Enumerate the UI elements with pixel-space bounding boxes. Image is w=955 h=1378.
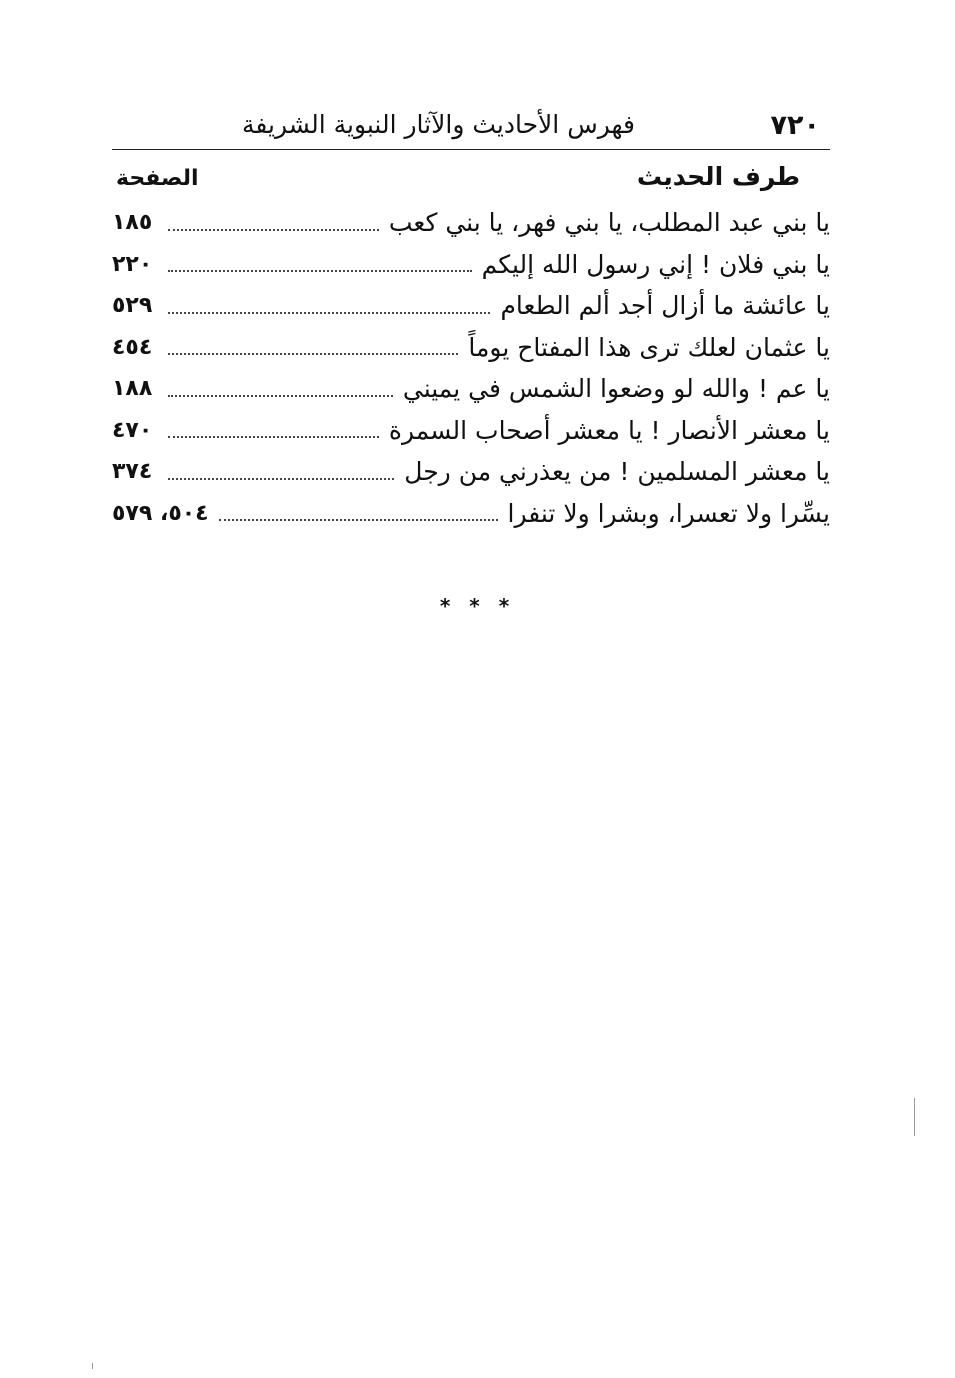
dot-leader bbox=[168, 270, 472, 272]
hadith-text: يا معشر الأنصار ! يا معشر أصحاب السمرة bbox=[388, 415, 830, 445]
hadith-text: يا بني فلان ! إني رسول الله إليكم bbox=[481, 249, 830, 279]
running-title: فهرس الأحاديث والآثار النبوية الشريفة bbox=[241, 110, 635, 139]
header-rule bbox=[112, 149, 830, 150]
page-reference: ٢٢٠ bbox=[112, 251, 153, 277]
hadith-column-heading: طرف الحديث bbox=[636, 162, 800, 191]
index-entry bbox=[112, 368, 830, 410]
hadith-text: يا بني عبد المطلب، يا بني فهر، يا بني كعب bbox=[388, 208, 830, 238]
page-column-heading: الصفحة bbox=[116, 166, 199, 191]
index-entry bbox=[112, 244, 830, 286]
running-header bbox=[110, 104, 830, 148]
page-reference: ١٨٨ bbox=[112, 376, 153, 402]
index-entries bbox=[112, 202, 830, 534]
dot-leader bbox=[168, 312, 490, 314]
column-headers bbox=[110, 160, 830, 200]
dot-leader bbox=[168, 229, 379, 231]
index-entry bbox=[112, 493, 830, 535]
dot-leader bbox=[219, 519, 498, 521]
hadith-text: يا معشر المسلمين ! من يعذرني من رجل bbox=[404, 457, 830, 487]
page-reference: ٥٠٤، ٥٧٩ bbox=[112, 500, 209, 526]
index-entry bbox=[112, 285, 830, 327]
hadith-text: يا عم ! والله لو وضعوا الشمس في يميني bbox=[402, 374, 830, 404]
hadith-text: يا عائشة ما أزال أجد ألم الطعام bbox=[500, 291, 830, 321]
index-entry bbox=[112, 451, 830, 493]
dot-leader bbox=[168, 436, 379, 438]
dot-leader bbox=[168, 353, 458, 355]
dot-leader bbox=[168, 395, 393, 397]
hadith-text: يسِّرا ولا تعسرا، وبشرا ولا تنفرا bbox=[507, 498, 830, 528]
section-separator: * * * bbox=[439, 594, 516, 618]
page-reference: ٣٧٤ bbox=[112, 459, 153, 485]
page-reference: ٤٧٠ bbox=[112, 417, 153, 443]
page-reference: ٥٢٩ bbox=[112, 293, 153, 319]
index-entry bbox=[112, 202, 830, 244]
hadith-text: يا عثمان لعلك ترى هذا المفتاح يوماً bbox=[468, 332, 830, 362]
page-reference: ١٨٥ bbox=[112, 210, 153, 236]
scan-margin-mark bbox=[92, 1363, 93, 1369]
page-reference: ٤٥٤ bbox=[112, 334, 153, 360]
index-entry bbox=[112, 327, 830, 369]
index-entry bbox=[112, 410, 830, 452]
page-number: ٧٢٠ bbox=[770, 110, 820, 141]
dot-leader bbox=[168, 478, 394, 480]
scan-margin-mark bbox=[914, 1098, 915, 1136]
